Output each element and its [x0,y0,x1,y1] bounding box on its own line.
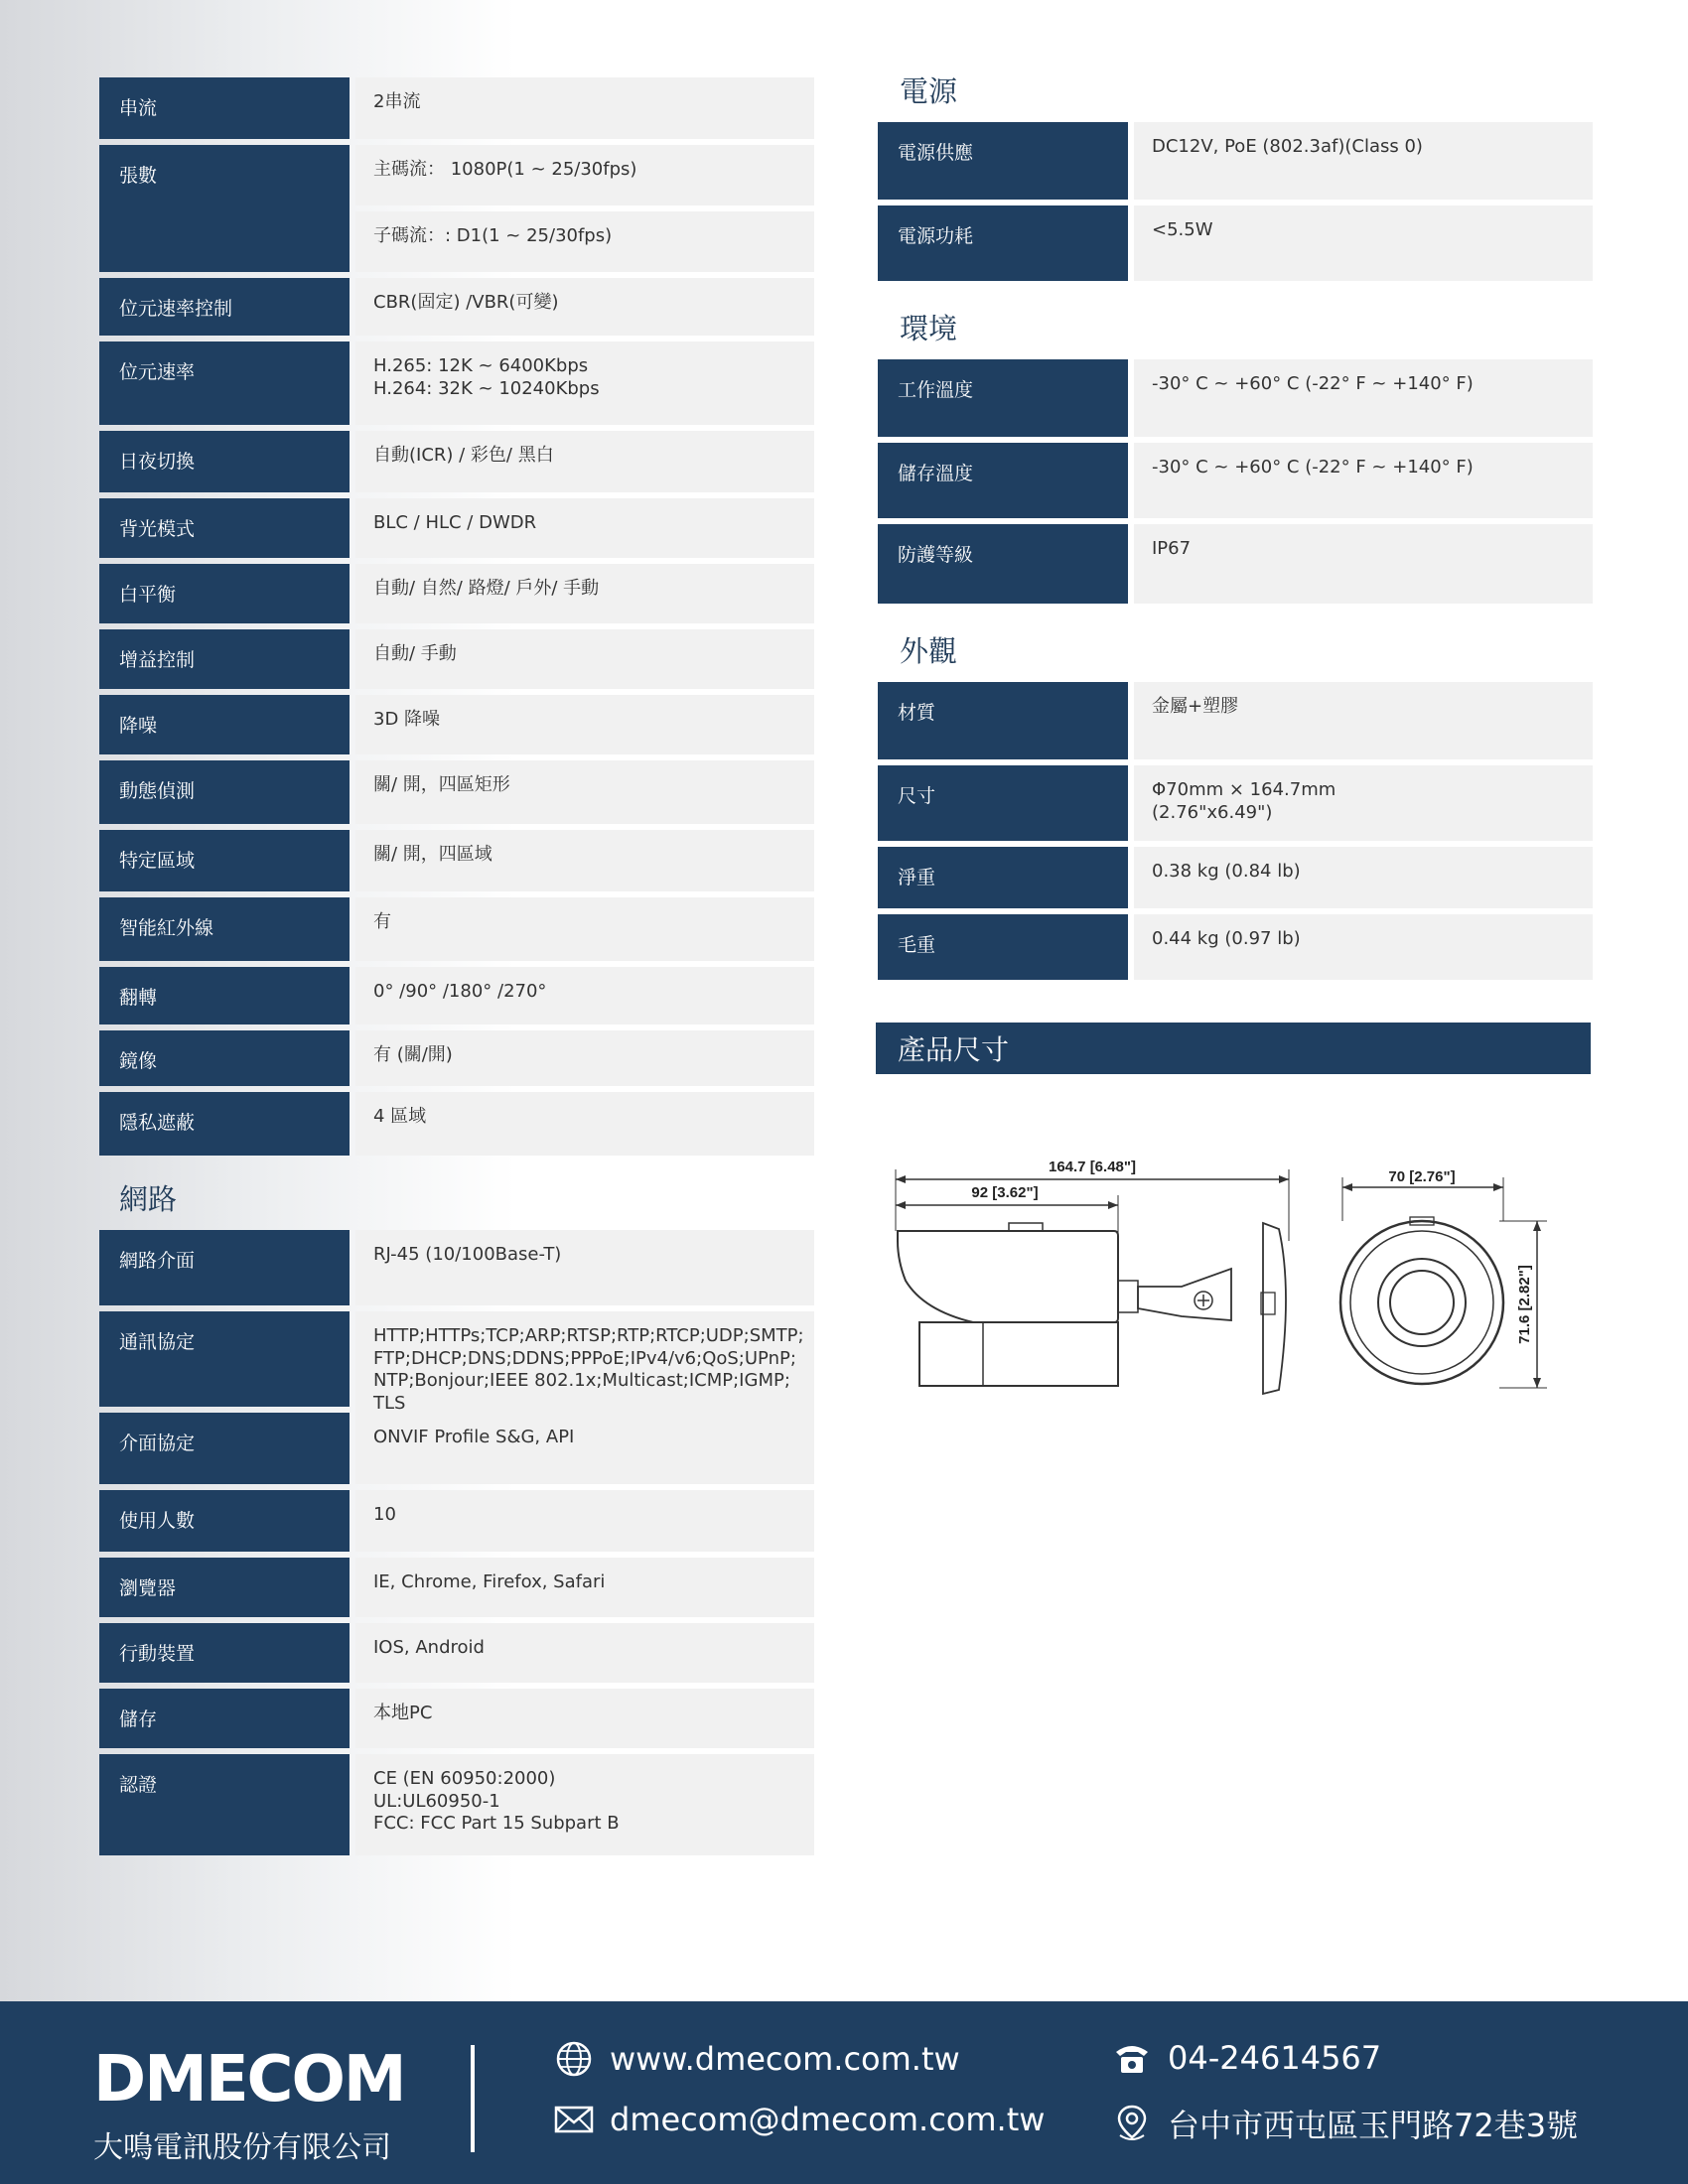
spec-row [99,145,814,272]
spec-row [878,682,1593,759]
spec-value: IE, Chrome, Firefox, Safari [355,1558,814,1617]
spec-value: RJ-45 (10/100Base-T) [355,1230,814,1305]
email-link[interactable]: dmecom@dmecom.com.tw [610,2101,1046,2138]
spec-value: 自動/ 自然/ 路燈/ 戶外/ 手動 [355,564,814,623]
footer-divider [471,2045,475,2152]
spec-label: 行動裝置 [99,1623,350,1683]
spec-values [1134,914,1593,980]
appearance-section-title: 外觀 [900,634,958,668]
spec-row [99,1092,814,1156]
spec-label: 增益控制 [99,629,350,689]
website-contact[interactable] [552,2039,960,2079]
spec-label: 張數 [99,145,350,272]
spec-values [355,1230,814,1305]
spec-row [99,1311,814,1414]
spec-values [355,341,814,425]
spec-value: -30° C ~ +60° C (-22° F ~ +140° F) [1134,443,1593,518]
height-label: 71.6 [2.82"] [1516,1265,1533,1344]
spec-label: 降噪 [99,695,350,754]
spec-values [1134,847,1593,908]
spec-row [99,629,814,689]
spec-row [99,1754,814,1855]
spec-value: 0° /90° /180° /270° [355,967,814,1024]
spec-values [1134,682,1593,759]
total-length-label: 164.7 [6.48"] [1048,1159,1137,1175]
network-section-title: 網路 [119,1182,178,1216]
product-dimensions-header: 產品尺寸 [876,1023,1591,1074]
spec-values [355,431,814,492]
body-length-label: 92 [3.62"] [971,1184,1039,1201]
map-pin-icon [1110,2104,1154,2143]
spec-row [99,564,814,623]
environment-spec-table [878,359,1593,604]
spec-row [99,760,814,824]
spec-row [99,695,814,754]
camera-hood-outline [898,1231,1118,1322]
spec-label: 材質 [878,682,1128,759]
spec-values [355,1490,814,1552]
spec-row [878,205,1593,281]
spec-label: 動態偵測 [99,760,350,824]
spec-value: <5.5W [1134,205,1593,281]
spec-row [99,1558,814,1617]
spec-values [355,1092,814,1156]
mail-icon [552,2105,596,2134]
spec-value: Φ70mm × 164.7mm (2.76"x6.49") [1134,765,1593,841]
spec-value: ONVIF Profile S&G, API [355,1413,814,1484]
spec-values [1134,765,1593,841]
power-section-title: 電源 [900,74,958,108]
spec-value: 有 (關/開) [355,1030,814,1086]
spec-values [355,1754,814,1855]
globe-icon [552,2039,596,2079]
spec-value: 金屬+塑膠 [1134,682,1593,759]
spec-value: 10 [355,1490,814,1552]
spec-value: 0.38 kg (0.84 lb) [1134,847,1593,908]
spec-label: 背光模式 [99,498,350,558]
spec-value: CE (EN 60950:2000) UL:UL60950-1 FCC: FCC Part 15 Subpart B [355,1754,814,1855]
spec-row [878,122,1593,200]
spec-values [1134,205,1593,281]
phone-contact[interactable] [1110,2039,1381,2077]
spec-value: BLC / HLC / DWDR [355,498,814,558]
spec-values [1134,524,1593,604]
camera-spec-table [99,77,814,1156]
spec-value: CBR(固定) /VBR(可變) [355,278,814,336]
camera-body-outline [919,1322,1118,1386]
spec-values [355,1311,814,1414]
brand-logo: DMECOM [93,2043,405,2116]
address-text: 台中市西屯區玉門路72巷3號 [1168,2107,1579,2144]
spec-label: 白平衡 [99,564,350,623]
spec-values [355,1030,814,1086]
spec-value: 子碼流：: D1(1 ~ 25/30fps) [355,211,814,272]
spec-values [355,760,814,824]
footer [0,2001,1688,2184]
spec-row [99,341,814,425]
spec-value: IOS, Android [355,1623,814,1683]
spec-values [355,564,814,623]
spec-value: -30° C ~ +60° C (-22° F ~ +140° F) [1134,359,1593,437]
spec-label: 位元速率控制 [99,278,350,336]
spec-row [878,914,1593,980]
spec-value: DC12V, PoE (802.3af)(Class 0) [1134,122,1593,200]
spec-value: H.265: 12K ~ 6400Kbps H.264: 32K ~ 10240Kbps [355,341,814,425]
spec-label: 特定區域 [99,830,350,891]
spec-label: 介面協定 [99,1413,350,1484]
website-link[interactable]: www.dmecom.com.tw [610,2040,960,2078]
spec-label: 電源供應 [878,122,1128,200]
phone-number[interactable]: 04-24614567 [1168,2039,1382,2077]
spec-values [1134,122,1593,200]
spec-label: 串流 [99,77,350,139]
spec-values [355,830,814,891]
spec-values [355,897,814,961]
spec-label: 工作溫度 [878,359,1128,437]
spec-row [99,1230,814,1305]
spec-row [878,443,1593,518]
right-column [878,69,1593,986]
spec-values [355,967,814,1024]
spec-row [99,897,814,961]
left-column [99,77,814,1861]
spec-values [355,629,814,689]
spec-value: 4 區域 [355,1092,814,1156]
company-name: 大鳴電訊股份有限公司 [93,2130,391,2165]
power-spec-table [878,122,1593,281]
spec-values [355,695,814,754]
spec-row [99,498,814,558]
front-outer-circle [1340,1221,1503,1384]
email-contact[interactable] [552,2101,1045,2138]
spec-label: 鏡像 [99,1030,350,1086]
spec-label: 防護等級 [878,524,1128,604]
spec-value: 2串流 [355,77,814,139]
spec-row [99,1623,814,1683]
spec-values [355,1689,814,1748]
spec-label: 使用人數 [99,1490,350,1552]
mount-arm-outline [1138,1269,1231,1320]
spec-values [355,278,814,336]
spec-values [1134,359,1593,437]
spec-row [99,1490,814,1552]
spec-value: 0.44 kg (0.97 lb) [1134,914,1593,980]
lens-ring [1378,1259,1466,1346]
spec-value: IP67 [1134,524,1593,604]
spec-label: 認證 [99,1754,350,1855]
spec-values [355,1623,814,1683]
spec-values [355,77,814,139]
spec-label: 尺寸 [878,765,1128,841]
camera-dimension-drawing [884,1142,1579,1410]
spec-label: 隱私遮蔽 [99,1092,350,1156]
spec-label: 電源功耗 [878,205,1128,281]
spec-value: HTTP;HTTPs;TCP;ARP;RTSP;RTP;RTCP;UDP;SMTP; FTP;DHCP;DNS;DDNS;PPPoE;IPv4/v6;QoS;UPnP; NTP;Bonjour;IEEE 802.1x;Multicast;ICMP;IGMP; TLS [355,1311,814,1415]
spec-row [99,1689,814,1748]
spec-label: 網路介面 [99,1230,350,1305]
spec-values [355,498,814,558]
spec-values [355,1558,814,1617]
appearance-spec-table [878,682,1593,980]
spec-row [99,278,814,336]
spec-value: 主碼流： 1080P(1 ~ 25/30fps) [355,145,814,205]
spec-value: 關/ 開，四區域 [355,830,814,891]
spec-row [99,1413,814,1484]
spec-values [355,1413,814,1484]
spec-label: 瀏覽器 [99,1558,350,1617]
spec-value: 3D 降噪 [355,695,814,754]
spec-label: 儲存 [99,1689,350,1748]
spec-row [99,830,814,891]
phone-icon [1110,2040,1154,2076]
spec-values [1134,443,1593,518]
spec-row [99,77,814,139]
spec-row [878,765,1593,841]
spec-value: 自動(ICR) / 彩色/ 黑白 [355,431,814,492]
spec-row [99,1030,814,1086]
spec-row [878,847,1593,908]
spec-values [355,145,814,272]
spec-label: 翻轉 [99,967,350,1024]
spec-row [99,967,814,1024]
spec-label: 通訊協定 [99,1311,350,1407]
spec-row [878,524,1593,604]
spec-row [878,359,1593,437]
spec-value: 本地PC [355,1689,814,1748]
spec-value: 自動/ 手動 [355,629,814,689]
spec-value: 有 [355,897,814,961]
environment-section-title: 環境 [900,312,958,345]
spec-label: 日夜切換 [99,431,350,492]
spec-label: 儲存溫度 [878,443,1128,518]
spec-row [99,431,814,492]
spec-label: 位元速率 [99,341,350,425]
width-label: 70 [2.76"] [1388,1168,1456,1185]
spec-label: 淨重 [878,847,1128,908]
spec-label: 毛重 [878,914,1128,980]
spec-value: 關/ 開，四區矩形 [355,760,814,824]
spec-label: 智能紅外線 [99,897,350,961]
address-contact [1110,2101,1578,2146]
network-spec-table [99,1230,814,1855]
